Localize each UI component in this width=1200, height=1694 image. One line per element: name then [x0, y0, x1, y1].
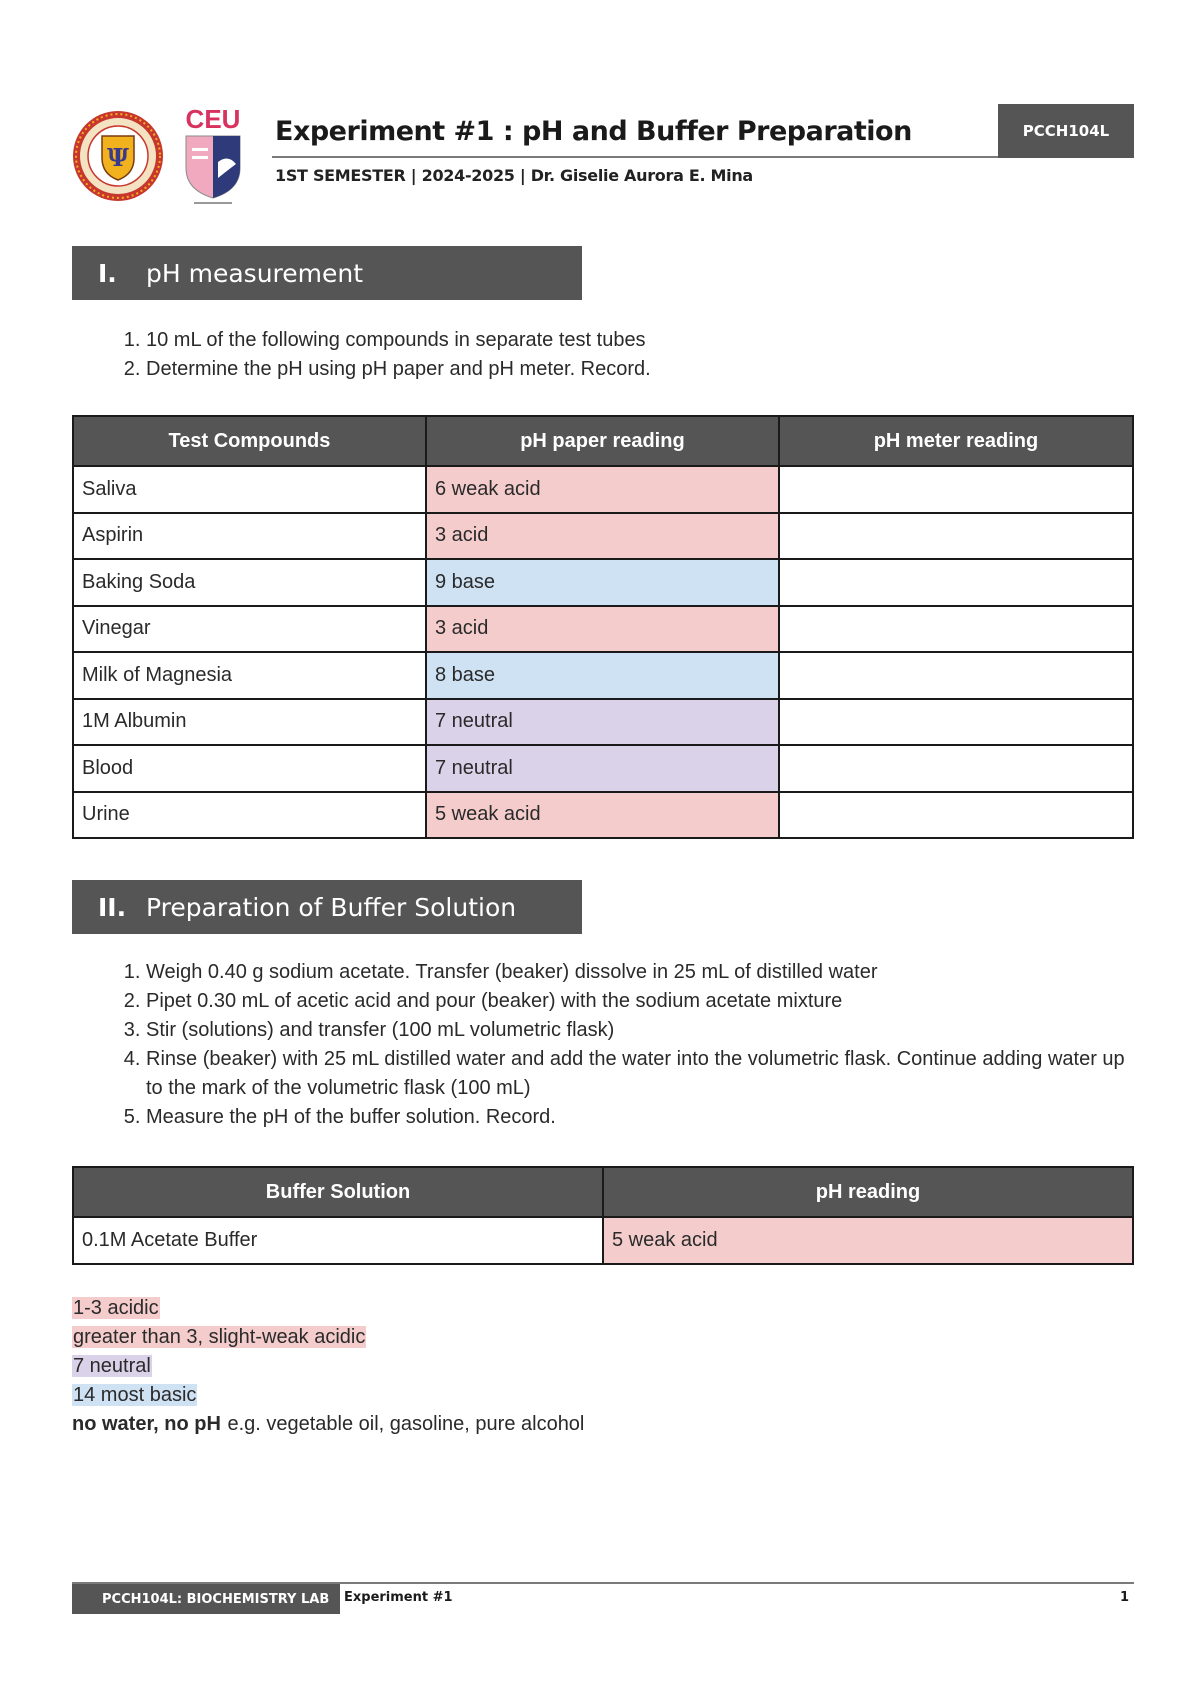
- title-divider: [272, 156, 998, 158]
- table-row: [73, 559, 1133, 606]
- ceu-logo: [180, 104, 246, 206]
- ph-legend: [72, 1294, 585, 1439]
- footer-experiment: Experiment #1: [344, 1590, 453, 1605]
- list-item: 2. Pipet 0.30 mL of acetic acid and pour (beaker) with the sodium acetate mixture: [146, 987, 1146, 1016]
- section-number: II.: [98, 892, 127, 922]
- table-header-row: [73, 1167, 1133, 1217]
- legend-weak-acidic: greater than 3, slight-weak acidic: [73, 1326, 366, 1348]
- column-header: pH paper reading: [426, 416, 779, 466]
- table-row: [73, 699, 1133, 746]
- ph-meter-cell: [779, 466, 1133, 513]
- section-number: I.: [98, 258, 117, 288]
- section-label: Preparation of Buffer Solution: [146, 892, 517, 922]
- column-header: pH meter reading: [779, 416, 1133, 466]
- table-row: [73, 606, 1133, 653]
- ph-meter-cell: [779, 513, 1133, 560]
- list-item: 5. Measure the pH of the buffer solution. Record.: [146, 1103, 1146, 1132]
- section-label: pH measurement: [146, 258, 364, 288]
- compound-cell: Aspirin: [73, 513, 426, 560]
- ph-measurement-table: [72, 415, 1134, 839]
- svg-text:Ψ: Ψ: [107, 143, 129, 172]
- legend-neutral: 7 neutral: [73, 1355, 151, 1377]
- table-row: [73, 652, 1133, 699]
- list-item: 1. 10 mL of the following compounds in separate test tubes: [146, 326, 1146, 355]
- table-header-row: [73, 416, 1133, 466]
- university-seal-logo: [72, 110, 164, 202]
- list-item: 2. Determine the pH using pH paper and pH meter. Record.: [146, 355, 1146, 384]
- compound-cell: Saliva: [73, 466, 426, 513]
- course-code-badge: PCCH104L: [998, 104, 1134, 158]
- table-row: [73, 792, 1133, 839]
- legend-no-water-examples: e.g. vegetable oil, gasoline, pure alcohol: [221, 1413, 585, 1435]
- compound-cell: Urine: [73, 792, 426, 839]
- ph-meter-cell: [779, 559, 1133, 606]
- legend-no-water: [72, 1410, 585, 1439]
- compound-cell: Baking Soda: [73, 559, 426, 606]
- compound-cell: Milk of Magnesia: [73, 652, 426, 699]
- column-header: pH reading: [603, 1167, 1133, 1217]
- page-subtitle: 1ST SEMESTER | 2024-2025 | Dr. Giselie Aurora E. Mina: [275, 166, 753, 185]
- column-header: Buffer Solution: [73, 1167, 603, 1217]
- table-row: [73, 513, 1133, 560]
- ph-paper-cell: 7 neutral: [426, 745, 779, 792]
- compound-cell: 1M Albumin: [73, 699, 426, 746]
- page-number: 1: [1120, 1590, 1130, 1605]
- footer-course-tag: PCCH104L: BIOCHEMISTRY LAB: [72, 1584, 340, 1614]
- compound-cell: Vinegar: [73, 606, 426, 653]
- table-row: [73, 745, 1133, 792]
- ph-paper-cell: 3 acid: [426, 513, 779, 560]
- ph-paper-cell: 6 weak acid: [426, 466, 779, 513]
- section-header-ph-measurement: [72, 246, 582, 300]
- ph-reading-cell: 5 weak acid: [603, 1217, 1133, 1264]
- legend-basic: 14 most basic: [73, 1384, 197, 1406]
- ph-paper-cell: 9 base: [426, 559, 779, 606]
- table-row: [73, 1217, 1133, 1264]
- buffer-preparation-steps: [72, 958, 1146, 1132]
- ph-paper-cell: 3 acid: [426, 606, 779, 653]
- ceu-logo-text: CEU: [185, 104, 241, 134]
- ph-paper-cell: 8 base: [426, 652, 779, 699]
- ph-meter-cell: [779, 606, 1133, 653]
- ph-meter-cell: [779, 745, 1133, 792]
- compound-cell: Blood: [73, 745, 426, 792]
- column-header: Test Compounds: [73, 416, 426, 466]
- legend-acidic: 1-3 acidic: [73, 1297, 159, 1319]
- ph-paper-cell: 5 weak acid: [426, 792, 779, 839]
- section-header-buffer-preparation: [72, 880, 582, 934]
- list-item: 3. Stir (solutions) and transfer (100 mL volumetric flask): [146, 1016, 1146, 1045]
- ph-meter-cell: [779, 652, 1133, 699]
- buffer-solution-cell: 0.1M Acetate Buffer: [73, 1217, 603, 1264]
- ph-paper-cell: 7 neutral: [426, 699, 779, 746]
- page-title: Experiment #1 : pH and Buffer Preparation: [275, 116, 912, 147]
- list-item: 1. Weigh 0.40 g sodium acetate. Transfer (beaker) dissolve in 25 mL of distilled water: [146, 958, 1146, 987]
- ph-meter-cell: [779, 699, 1133, 746]
- buffer-solution-table: [72, 1166, 1134, 1265]
- list-item: 4. Rinse (beaker) with 25 mL distilled water and add the water into the volumetric flask. Continue adding water up to the mark of the volumetric flask (100 mL): [146, 1045, 1146, 1103]
- table-row: [73, 466, 1133, 513]
- ceu-crest-icon: [180, 104, 246, 206]
- ph-measurement-steps: [72, 326, 1146, 384]
- ph-meter-cell: [779, 792, 1133, 839]
- legend-no-water-bold: no water, no pH: [72, 1413, 221, 1435]
